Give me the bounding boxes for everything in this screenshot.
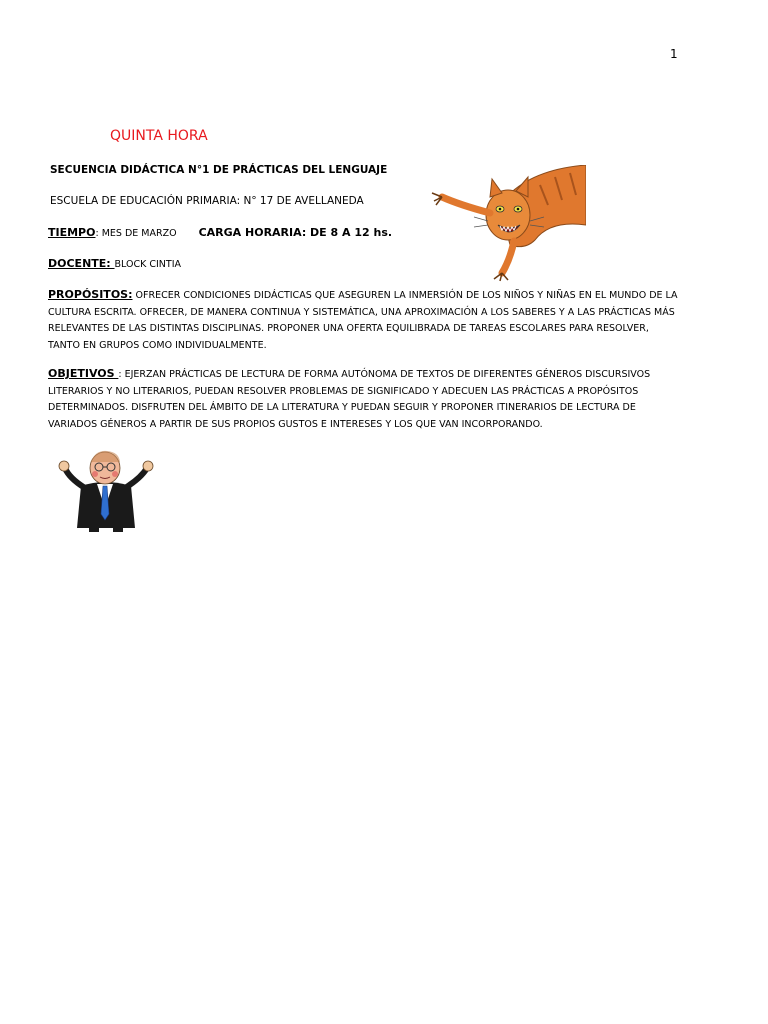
objetivos-label: OBJETIVOS [48,367,119,380]
propositos-label: PROPÓSITOS: [48,288,133,301]
propositos-text: OFRECER CONDICIONES DIDÁCTICAS QUE ASEGUREN LA INMERSIÓN DE LOS NIÑOS Y NIÑAS EN EL MUNDO DE LA CULTURA ESCRITA. OFRECER, DE MANERA CONTINUA Y SISTEMÁTICA, UNA APROXIMACIÓN A LOS SABERES Y A LAS PRÁCTICAS MÁS RELEVANTES DE LAS DISTINTAS DISCIPLINAS. PROPONER UNA OFERTA EQUILIBRADA DE TAREAS ESCOLARES PARA RESOLVER, TANTO EN GRUPOS COMO INDIVIDUALMENTE. [48,290,678,351]
carga-horaria: CARGA HORARIA: DE 8 A 12 hs. [198,226,393,239]
docente-value: BLOCK CINTIA [114,259,182,270]
propositos-paragraph [48,287,680,354]
man-illustration-icon [55,448,157,532]
quinta-hora-title: QUINTA HORA [110,128,208,144]
tiempo-label: TIEMPO [48,226,96,239]
objetivos-text: EJERZAN PRÁCTICAS DE LECTURA DE FORMA AUTÓNOMA DE TEXTOS DE DIFERENTES GÉNEROS DISCURSIVOS LITERARIOS Y NO LITERARIOS, PUEDAN RESOLVER PROBLEMAS DE SIGNIFICADO Y ADECUEN LAS PRÁCTICAS A PROPÓSITOS DETERMINADOS. DISFRUTEN DEL ÁMBITO DE LA LITERATURA Y PUEDAN SEGUIR Y PROPONER ITINERARIOS DE LECTURA DE VARIADOS GÉNEROS A PARTIR DE SUS PROPIOS GUSTOS E INTERESES Y LOS QUE VAN INCORPORANDO. [48,369,651,430]
page-number: 1 [670,47,678,61]
docente-line [48,257,181,270]
objetivos-paragraph [48,366,680,433]
secuencia-heading: SECUENCIA DIDÁCTICA N°1 DE PRÁCTICAS DEL LENGUAJE [50,164,388,176]
cat-illustration-icon [430,165,586,283]
objetivos-colon: : [118,369,125,380]
escuela-line: ESCUELA DE EDUCACIÓN PRIMARIA: N° 17 DE AVELLANEDA [50,195,364,207]
tiempo-line [48,226,392,239]
tiempo-value: : MES DE MARZO [95,228,177,239]
docente-label: DOCENTE: [48,257,115,270]
